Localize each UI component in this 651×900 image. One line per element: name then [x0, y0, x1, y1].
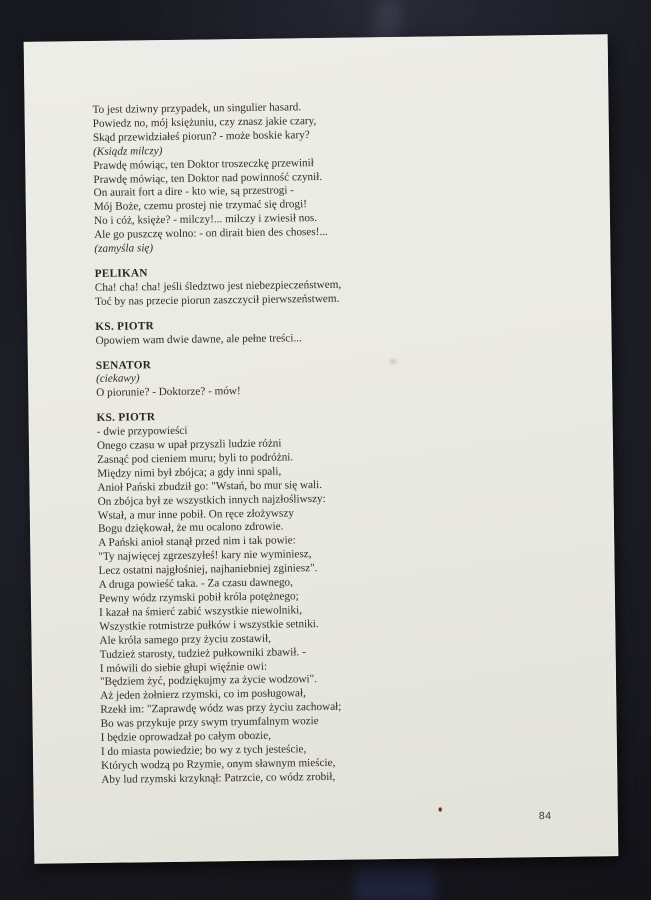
speaker-name: KS. PIOTR — [95, 319, 155, 333]
speech-monologue — [92, 98, 534, 257]
stage-direction: (zamyśla się) — [94, 242, 154, 256]
stage-direction: (ciekawy) — [95, 372, 140, 386]
speech-pelikan — [95, 262, 536, 309]
red-ink-dot — [439, 807, 442, 811]
page-text — [92, 98, 541, 787]
verse-lines: - dwie przypowieści Onego czasu w upał przyszli ludzie różni Zasnąć pod cieniem muru; byli to podróżni. Między nimi był zbójca; a gdy inni spali, Anioł Pański zbudził go: "Wstań, bo mur się wali. On zbójca był ze wszystkich innych najzłośliwszy: Wstał, a mur inne pobił. On ręce złożywszy Bogu dziękował, że mu ocalono zdrowie. A Pański anioł stanął przed nim i tak powie: "Ty najwięcej zgrzeszyłeś! kary nie wyminiesz, Lecz ostatni najgłośniej, najhaniebniej zginiesz". A druga powieść taka. - Za czasu dawnego, Pewny wódz rzymski pobił króla potężnego; I kazał na śmierć zabić wszystkie niewolniki, Wszystkie rotmistrze pułków i wszystkie setniki. Ale króla samego przy życiu zostawił, Tudzież starosty, tudzież pułkowniki zbawił. - I mówili do siebie głupi więźnie owi: "Będziem żyć, podziękujmy za życie wodzowi". Aż jeden żołnierz rzymski, co im posługował, Rzekł im: "Zaprawdę wódz was przy życiu zachował; Bo was przykuje przy swym tryumfalnym wozie I będzie oprowadzał po całym obozie, I do miasta powiedzie; bo wy z tych jesteście, Których wodzą po Rzymie, onym sławnym mieście, Aby lud rzymski krzyknął: Patrzcie, co wódz zrobił, — [96, 424, 342, 786]
verse-lines: O piorunie? - Doktorze? - mów! — [96, 385, 241, 400]
speaker-name: KS. PIOTR — [96, 411, 156, 425]
speech-ks-piotr-2 — [96, 406, 541, 787]
speech-senator — [96, 354, 537, 401]
verse-lines: To jest dziwny przypadek, un singulier hasard. Powiedz no, mój księżuniu, czy znasz jakie czary, Skąd przewidziałeś piorun? - może boskie kary? — [92, 101, 317, 144]
paper-smudge — [390, 359, 396, 364]
scanned-page — [24, 34, 619, 864]
verse-lines: Cha! cha! cha! jeśli śledztwo jest niebezpieczeństwem, Toć by nas przecie piorun zaszczycił pierwszeństwem. — [94, 278, 342, 308]
verse-lines: Opowiem wam dwie dawne, ale pełne treści... — [95, 331, 302, 347]
speaker-name: SENATOR — [95, 358, 152, 372]
speaker-name: PELIKAN — [94, 267, 148, 280]
verse-lines: Prawdę mówiąc, ten Doktor troszeczkę przewinił Prawdę mówiąc, ten Doktor nad powinność czynił. On aurait fort a dire - kto wie, są przestrogi - Mój Boże, czemu prostej nie trzymać się drogi! No i cóż, księże? - milczy!... milczy i zwiesił nos. Ale go puszczę wolno: - on dirait bien des choses!... — [93, 156, 328, 242]
speech-ks-piotr-1 — [95, 315, 535, 349]
stage-direction: (Ksiądz milczy) — [93, 144, 163, 158]
page-number: 84 — [538, 810, 552, 823]
